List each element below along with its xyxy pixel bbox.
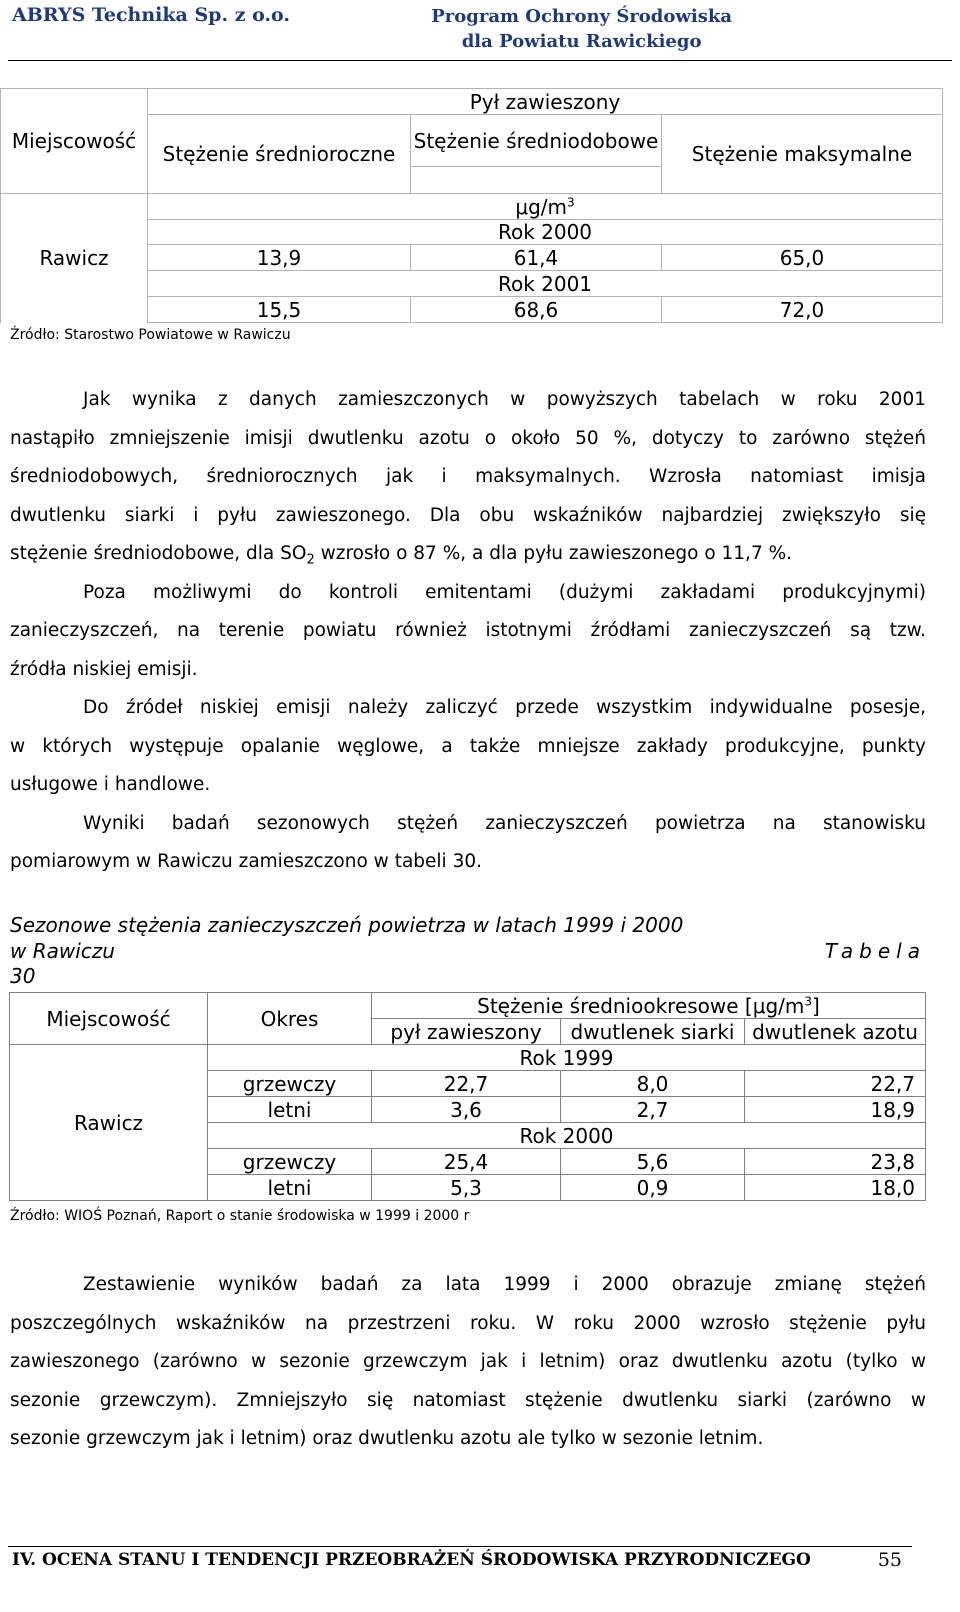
t1-cell: 15,5 [148, 297, 411, 323]
t1-unit: $\mu g/m^3$ [148, 194, 943, 220]
t2-header-location: Miejscowość [10, 993, 208, 1045]
header-company: ABRYS Technika Sp. z o.o. [12, 4, 291, 26]
t2-header-concentration: Stężenie średniookresowe $[\mu g/m^3]$ [372, 993, 926, 1019]
t2-cell: 8,0 [561, 1071, 745, 1097]
t1-year-2001: Rok 2001 [148, 271, 943, 297]
paragraph-line: w których występuje opalanie węglowe, a także mniejsze zakłady produkcyjne, punkty [10, 736, 926, 757]
t1-location: Rawicz [1, 194, 148, 323]
t1-cell: 68,6 [411, 297, 662, 323]
paragraph-line: sezonie grzewczym). Zmniejszyło się natomiast stężenie dwutlenku siarki (zarówno w [10, 1390, 926, 1411]
t2-period: letni [208, 1175, 372, 1201]
header-program-line1: Program Ochrony Środowiska [431, 6, 732, 27]
t2-period: grzewczy [208, 1149, 372, 1175]
paragraph-line: dwutlenku siarki i pyłu zawieszonego. Dla obu wskaźników najbardziej zwiększyło się [10, 505, 926, 526]
paragraph-line: nastąpiło zmniejszenie imisji dwutlenku azotu o około 50 %, dotyczy to zarówno stężeń [10, 428, 926, 449]
paragraph-line: sezonie grzewczym jak i letnim) oraz dwutlenku azotu ale tylko w sezonie letnim. [10, 1428, 764, 1449]
table-number: 30 [10, 964, 36, 988]
table-caption: Sezonowe stężenia zanieczyszczeń powietrza w latach 1999 i 2000 [10, 913, 684, 937]
t2-cell: 5,3 [372, 1175, 561, 1201]
t2-cell: 23,8 [745, 1149, 926, 1175]
t2-cell: 18,0 [745, 1175, 926, 1201]
table-caption-line2: w Rawiczu [10, 939, 115, 963]
t1-header-max: Stężenie maksymalne [662, 115, 943, 194]
t2-source: Źródło: WIOŚ Poznań, Raport o stanie środowiska w 1999 i 2000 r [10, 1208, 470, 1224]
paragraph-line: średniodobowych, średniorocznych jak i maksymalnych. Wzrosła natomiast imisja [10, 466, 926, 487]
paragraph-line: źródła niskiej emisji. [10, 659, 198, 680]
t1-header-daily-cont [411, 167, 662, 194]
page-number: 55 [877, 1549, 902, 1571]
t1-year-2000: Rok 2000 [148, 220, 943, 245]
footer-chapter: IV. OCENA STANU I TENDENCJI PRZEOBRAŻEŃ ŚRODOWISKA PRZYRODNICZEGO [12, 1550, 811, 1570]
seasonal-concentration-table [9, 992, 926, 1201]
t1-source: Źródło: Starostwo Powiatowe w Rawiczu [10, 327, 291, 343]
t2-year-2000: Rok 2000 [208, 1123, 926, 1149]
footer-divider [8, 1546, 912, 1547]
paragraph-line: pomiarowym w Rawiczu zamieszczono w tabeli 30. [10, 851, 482, 872]
t2-period: grzewczy [208, 1071, 372, 1097]
paragraph-line: poszczególnych wskaźników na przestrzeni roku. W roku 2000 wzrosło stężenie pyłu [10, 1313, 926, 1334]
t1-header-pollutant: Pył zawieszony [148, 89, 943, 115]
paragraph-line: Do źródeł niskiej emisji należy zaliczyć przede wszystkim indywidualne posesje, [83, 697, 926, 718]
header-program [431, 4, 732, 54]
t2-header-so2: dwutlenek siarki [561, 1019, 745, 1045]
t2-cell: 2,7 [561, 1097, 745, 1123]
paragraph-line: zawieszonego (zarówno w sezonie grzewczym jak i letnim) oraz dwutlenku azotu (tylko w [10, 1351, 926, 1372]
paragraph-line: usługowe i handlowe. [10, 774, 211, 795]
t2-cell: 3,6 [372, 1097, 561, 1123]
t2-cell: 0,9 [561, 1175, 745, 1201]
t1-header-location: Miejscowość [1, 89, 148, 194]
t1-header-annual: Stężenie średnioroczne [148, 115, 411, 194]
t2-cell: 22,7 [745, 1071, 926, 1097]
header-program-line2: dla Powiatu Rawickiego [461, 31, 702, 52]
t1-cell: 13,9 [148, 245, 411, 271]
t2-location: Rawicz [10, 1045, 208, 1201]
paragraph-line: Zestawienie wyników badań za lata 1999 i 2000 obrazuje zmianę stężeń [83, 1274, 926, 1295]
t1-header-daily: Stężenie średniodobowe [411, 115, 662, 167]
t2-header-dust: pył zawieszony [372, 1019, 561, 1045]
t2-header-period: Okres [208, 993, 372, 1045]
t2-year-1999: Rok 1999 [208, 1045, 926, 1071]
paragraph-line: Wyniki badań sezonowych stężeń zanieczyszczeń powietrza na stanowisku [83, 813, 926, 834]
t1-cell: 65,0 [662, 245, 943, 271]
paragraph-line: Jak wynika z danych zamieszczonych w powyższych tabelach w roku 2001 [83, 389, 926, 410]
dust-concentration-table [0, 88, 943, 323]
t2-header-no2: dwutlenek azotu [745, 1019, 926, 1045]
t2-cell: 5,6 [561, 1149, 745, 1175]
t1-cell: 61,4 [411, 245, 662, 271]
t2-period: letni [208, 1097, 372, 1123]
paragraph-line: zanieczyszczeń, na terenie powiatu również istotnymi źródłami zanieczyszczeń są tzw. [10, 620, 926, 641]
paragraph-line: stężenie średniodobowe, dla $SO_2$ wzrosło o 87 %, a dla pyłu zawieszonego o 11,7 %. [10, 543, 793, 568]
paragraph-line: Poza możliwymi do kontroli emitentami (dużymi zakładami produkcyjnymi) [83, 582, 926, 603]
t2-cell: 25,4 [372, 1149, 561, 1175]
t2-cell: 18,9 [745, 1097, 926, 1123]
t1-cell: 72,0 [662, 297, 943, 323]
table-label: Tabela [824, 939, 926, 963]
header-divider [8, 60, 952, 61]
t2-cell: 22,7 [372, 1071, 561, 1097]
